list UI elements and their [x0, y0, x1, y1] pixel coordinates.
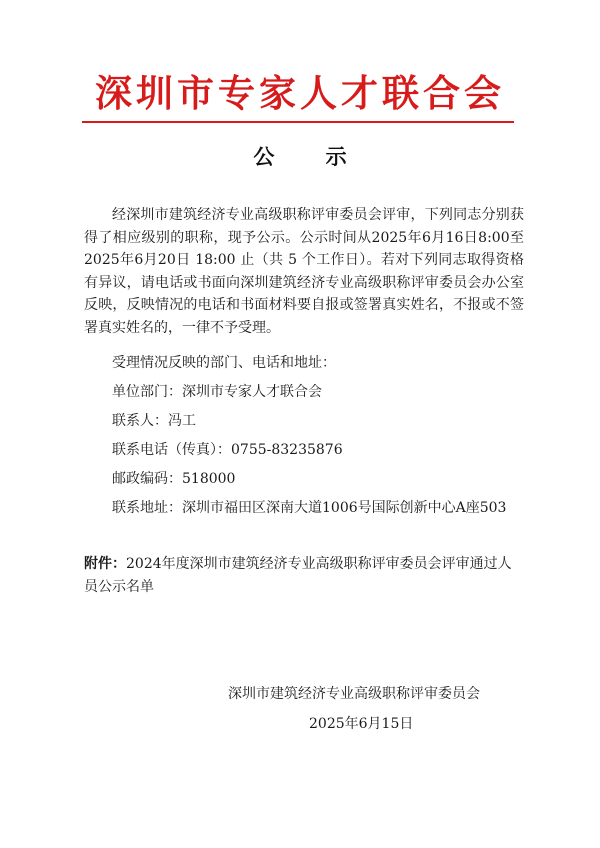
contact-person: 联系人：冯工: [112, 413, 196, 429]
notice-paragraph: 经深圳市建筑经济专业高级职称评审委员会评审，下列同志分别获得了相应级别的职称，现予公示。公示时间从2025年6月16日8:00至2025年6月20日 18:00 止（共 5 个工作日）。若对下列同志取得资格有异议，请电话或书面向深圳建筑经济专业高级职称评审委员会办公室反映，反映情况的电话和书面材料要自报或签署真实姓名，不报或不签署真实姓名的，一律不予受理。: [84, 207, 524, 336]
attachment-note: [84, 553, 524, 598]
contact-intro: 受理情况反映的部门、电话和地址：: [112, 355, 336, 371]
contact-unit: 单位部门：深圳市专家人才联合会: [112, 384, 322, 400]
signature-date: 2025年6月15日: [309, 716, 414, 732]
organization-title: 深圳市专家人才联合会: [95, 72, 505, 115]
red-divider-line: [82, 121, 514, 123]
notice-heading: 公 示: [253, 145, 369, 169]
attachment-text: 2024年度深圳市建筑经济专业高级职称评审委员会评审通过人员公示名单: [84, 556, 512, 595]
attachment-label: 附件：: [84, 556, 126, 572]
contact-address: 联系地址：深圳市福田区深南大道1006号国际创新中心A座503: [112, 500, 507, 516]
signature-committee: 深圳市建筑经济专业高级职称评审委员会: [228, 686, 480, 702]
contact-postcode: 邮政编码：518000: [112, 471, 236, 487]
contact-phone: 联系电话（传真）：0755-83235876: [112, 442, 343, 458]
